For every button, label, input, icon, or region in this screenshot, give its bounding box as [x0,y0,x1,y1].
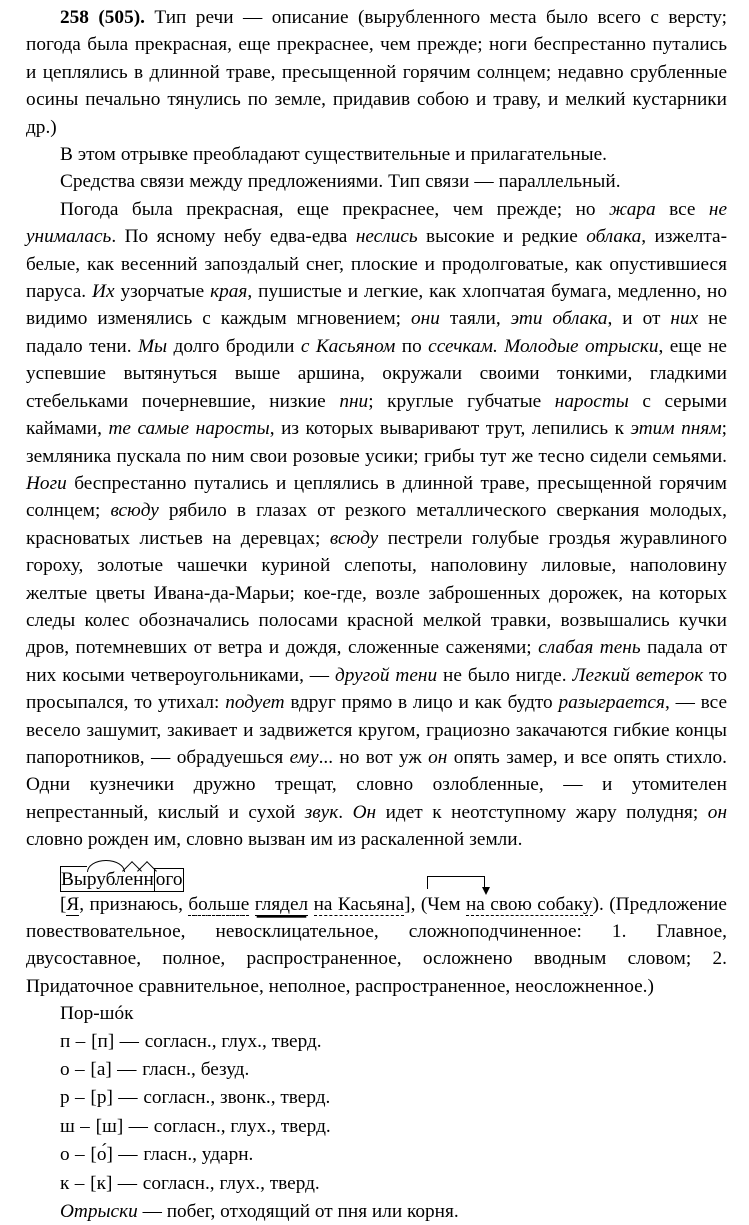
phonetic-letter: к [60,1172,70,1194]
excerpt-emphasis: звук [304,801,339,823]
exercise-paragraph [26,4,727,141]
excerpt-text: Погода была прекрасная, еще прекраснее, чем прежде; но [60,198,610,220]
excerpt-emphasis: Ноги [26,472,67,494]
syntax-space-1 [249,894,254,915]
morpheme-prefix: Вы [60,866,87,892]
phonetic-row [26,1141,727,1169]
suffix-caret-icon-1 [125,861,140,870]
phonetic-emdash: — [114,1030,145,1052]
phonetic-letter: р [60,1087,70,1109]
excerpt-text: таяли, [439,308,511,330]
definition-line [26,1198,727,1225]
phonetic-dash: – [69,1144,91,1166]
phonetic-letter: п [60,1030,71,1052]
phonetic-description: согласн., звонк., тверд. [143,1087,331,1109]
phonetic-description: согласн., глух., тверд. [153,1115,331,1137]
phonetic-rows [26,1028,727,1198]
excerpt-emphasis: всюду [110,500,159,522]
excerpt-text: с серыми каймами, [26,390,727,440]
phonetic-description: согласн., глух., тверд. [142,1172,320,1194]
phonetic-emdash: — [112,1172,143,1194]
syntax-paren-close: ). [592,893,604,915]
exercise-number: 258 (505). [60,7,145,28]
excerpt-text: ... но вот уж [318,746,429,768]
excerpt-emphasis: он [428,746,448,768]
excerpt-emphasis: подует [225,692,285,714]
excerpt-emphasis: Их [92,281,115,303]
excerpt-emphasis: жара [609,198,656,220]
syntax-space-2 [308,894,313,915]
excerpt-text: ; круглые губчатые [368,390,555,412]
phonetic-word: Пор-шóк [60,1003,134,1025]
excerpt-text: не было нигде. [437,664,573,686]
phonetic-row [26,1028,727,1056]
morphemic-word [60,857,184,892]
excerpt-emphasis: с Касьяном [300,335,396,357]
excerpt-text: словно рожден им, словно вызван им из раскаленной земли. [26,829,523,851]
excerpt-text: беспрестанно путались и цеплялись в длинной траве, пресыщенной горячим солнцем; [26,472,727,522]
excerpt-emphasis: другой тени [335,664,438,686]
excerpt-emphasis: Легкий ветерок [572,664,704,686]
excerpt-emphasis: неслись [355,226,418,248]
morpheme-ending: ого [155,868,183,890]
excerpt-emphasis: те самые наросты [108,418,270,440]
syntax-subject: Я [66,893,80,915]
phonetic-emdash: — [112,1144,144,1166]
excerpt-emphasis: не унималась [26,198,727,248]
phonetic-description: согласн., глух., тверд. [144,1030,322,1052]
syntax-mid: , ( [410,893,428,915]
phonetic-dash: – [70,1030,92,1052]
exercise-answer-text: Тип речи — описание (вырубленного места было всего с версту; погода была прекрасная, еще прекраснее, чем прежде; ноги беспрестанно путались и цеплялись в длинной траве, пресыщенной горячим солнцем; недавно срубленные осины печально тянулись по земле, придавив собою и траву, и мелкий кустарники др.) [26,7,728,138]
syntax-intro-words: , признаюсь, [79,893,189,915]
syntax-description: (Предложение повествовательное, невосклицательное, сложноподчиненное: 1. Главное, двусоставное, полное, распространенное, осложнено вводным словом; 2. Придаточное сравнительное, неполное, распространенное, неосложненное.) [26,893,727,997]
syntax-analysis-sentence [26,891,727,1001]
excerpt-text: , еще не успевшие вытянуться выше аршина, окружали своими тонкими, гладкими стебельками почерневшие, низкие [26,335,727,412]
excerpt-emphasis: эти облака [510,308,608,330]
excerpt-emphasis: они [411,308,440,330]
phonetic-sound: [ш] [95,1115,124,1137]
excerpt-emphasis: всюду [329,527,379,549]
excerpt-emphasis: них [670,308,699,330]
excerpt-text: , пушистые и легкие, как хлопчатая бумага, медленно, но видимо изменялись с каждым мгновением; [26,281,727,330]
morpheme-suffix-text: енн [124,868,154,890]
excerpt-text: . [338,801,353,823]
phonetic-sound: [к] [90,1172,113,1194]
phonetic-sound: [р] [90,1087,113,1109]
phonetic-dash: – [69,1059,91,1081]
definition-term: Отрыски [60,1201,138,1223]
syntax-object: на Касьяна [313,893,405,915]
excerpt-text: , из которых вываривают трут, лепились к [269,418,631,440]
phonetic-description: гласн., безуд. [142,1059,250,1081]
phonetic-dash: – [69,1087,91,1109]
syntax-predicate: глядел [254,893,309,915]
excerpt-text: идет к неотступному жару полудня; [376,801,708,823]
morpheme-root-text: рубл [86,868,125,890]
root-arc-icon [87,860,125,872]
syntax-bracket-close: ] [404,893,411,915]
excerpt-paragraph [26,196,727,854]
excerpt-text: , и от [607,308,671,330]
morpheme-suffix [125,869,154,892]
excerpt-text: , изжелта-белые, как весенний запоздалый снег, плоские и продолговатые, как опустившиеся паруса. [26,226,727,303]
syntax-subordinate-conjunction: Чем [427,893,461,915]
phonetic-emdash: — [123,1115,154,1137]
phonetic-sound: [п] [91,1030,115,1052]
phonetic-letter: ш [60,1115,75,1137]
exercise-note-parts-of-speech: В этом отрывке преобладают существительные и прилагательные. [60,144,607,166]
excerpt-emphasis: Мы [137,335,168,357]
phonetic-emdash: — [112,1087,144,1109]
excerpt-text: не падало тени. [26,308,728,357]
phonetic-description: гласн., ударн. [143,1144,254,1166]
phonetic-letter: о [60,1059,70,1081]
excerpt-text: вдруг прямо в лицо и как будто [284,692,559,714]
clause-link-arrow-icon [427,876,485,893]
phonetic-sound: [а] [90,1059,112,1081]
excerpt-text: то просыпался, то утихал: [26,664,727,714]
excerpt-text: рябило в глазах от резкого металлического сверкания молодых, красноватых листьев на деревцах; [26,500,728,549]
phonetic-sound: [о́] [90,1144,113,1166]
excerpt-text: , — все весело зашумит, закивает и задвижется кругом, грациозно закачаются гибкие концы папоротников, — обрадуешься [26,692,727,768]
exercise-note-connection-type: Средства связи между предложениями. Тип связи — параллельный. [60,171,621,193]
excerpt-emphasis: Он [352,801,377,823]
excerpt-text: . По ясному небу едва-едва [111,226,356,248]
syntax-adverbial: больше [188,893,250,915]
excerpt-text: ; земляника пускала по ним свои розовые усики; грибы тут же тесно сидели семьями. [26,418,727,467]
excerpt-emphasis: разыграется [558,692,665,714]
excerpt-emphasis: ссечкам. Молодые отрыски [428,335,659,357]
phonetic-emdash: — [111,1059,143,1081]
excerpt-text: все [655,198,709,220]
phonetic-dash: – [74,1115,96,1137]
excerpt-emphasis: облака [586,226,642,248]
excerpt-emphasis: ему [289,746,319,768]
excerpt-emphasis: слабая тень [538,637,641,659]
morphemic-analysis [26,857,727,891]
excerpt-emphasis: этим пням [630,418,722,440]
phonetic-row [26,1170,727,1198]
excerpt-emphasis: края [210,281,248,303]
excerpt-emphasis: пни [339,390,369,412]
morpheme-root [87,869,125,892]
excerpt-text: пестрели голубые гроздья журавлиного гороху, золотые чашечки куриной слепоты, наполовину лиловые, наполовину желтые цветы Ивана-да-Марьи; кое-где, возле заброшенных дорожек, на которых следы колес обозначались полосами красной мелкой травки, возвышались кучки дров, потемневших от ветра и дождя, сложенные саженями; [26,527,727,659]
phonetic-row [26,1056,727,1084]
definition-body: — побег, отходящий от пня или корня. [137,1201,459,1223]
excerpt-text: по [395,335,429,357]
excerpt-text: падала от них косыми четвероугольниками, — [26,637,728,686]
syntax-bracket-open: [ [60,893,67,915]
phonetic-letter: о [60,1144,70,1166]
excerpt-text: узорчатые [114,281,211,303]
excerpt-emphasis: он [707,801,728,823]
suffix-caret-icon-2 [139,861,154,870]
phonetic-row [26,1084,727,1112]
excerpt-text: долго бродили [167,335,301,357]
excerpt-text: высокие и редкие [417,226,587,248]
phonetic-row [26,1113,727,1141]
syntax-subordinate-object: на свою собаку [465,893,593,915]
excerpt-text: опять замер, и все опять стихло. Одни кузнечики дружно трещат, словно озлобленные, — и утомителен непрестанный, кислый и сухой [26,746,727,823]
excerpt-emphasis: наросты [554,390,629,412]
phonetic-dash: – [69,1172,91,1194]
